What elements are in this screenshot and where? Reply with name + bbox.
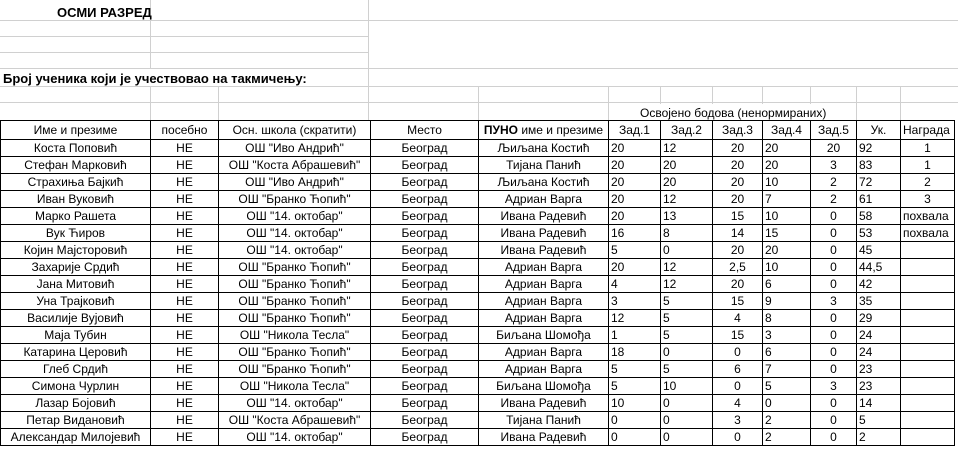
cell-task-4[interactable]: 2 <box>763 429 811 446</box>
cell-place[interactable]: Београд <box>371 157 479 174</box>
grade-title: ОСМИ РАЗРЕД <box>57 5 152 20</box>
cell-name[interactable]: Петар Видановић <box>1 412 151 429</box>
cell-teacher[interactable]: Тијана Панић <box>479 412 609 429</box>
cell-task-2[interactable]: 12 <box>661 191 713 208</box>
cell-task-1[interactable]: 10 <box>609 395 661 412</box>
cell-award[interactable] <box>901 361 955 378</box>
cell-place[interactable]: Београд <box>371 310 479 327</box>
cell-teacher[interactable]: Љиљана Костић <box>479 140 609 157</box>
cell-separate[interactable]: НЕ <box>151 242 219 259</box>
cell-school[interactable]: ОШ "Никола Тесла" <box>219 378 371 395</box>
cell-task-3[interactable]: 14 <box>713 225 763 242</box>
points-header: Освојено бодова (ненормираних) <box>640 106 827 120</box>
cell-task-2[interactable]: 0 <box>661 242 713 259</box>
cell-task-4[interactable]: 5 <box>763 378 811 395</box>
cell-name[interactable]: Иван Вуковић <box>1 191 151 208</box>
cell-place[interactable]: Београд <box>371 378 479 395</box>
cell-name[interactable]: Симона Чурлин <box>1 378 151 395</box>
cell-place[interactable]: Београд <box>371 395 479 412</box>
cell-separate[interactable]: НЕ <box>151 327 219 344</box>
cell-name[interactable]: Вук Ћиров <box>1 225 151 242</box>
cell-separate[interactable]: НЕ <box>151 361 219 378</box>
cell-school[interactable]: ОШ "14. октобар" <box>219 242 371 259</box>
cell-award[interactable] <box>901 378 955 395</box>
cell-total[interactable]: 24 <box>857 344 901 361</box>
cell-task-1[interactable]: 12 <box>609 310 661 327</box>
cell-task-1[interactable]: 0 <box>609 429 661 446</box>
cell-task-4[interactable]: 7 <box>763 361 811 378</box>
cell-name[interactable]: Јана Митовић <box>1 276 151 293</box>
cell-award[interactable] <box>901 310 955 327</box>
cell-place[interactable]: Београд <box>371 412 479 429</box>
cell-name[interactable]: Александар Милојевић <box>1 429 151 446</box>
cell-award[interactable]: 3 <box>901 191 955 208</box>
cell-separate[interactable]: НЕ <box>151 395 219 412</box>
cell-school[interactable]: ОШ "14. октобар" <box>219 225 371 242</box>
cell-separate[interactable]: НЕ <box>151 191 219 208</box>
cell-task-3[interactable]: 6 <box>713 361 763 378</box>
cell-teacher[interactable]: Адриан Варга <box>479 293 609 310</box>
cell-award[interactable] <box>901 395 955 412</box>
cell-name[interactable]: Глеб Срдић <box>1 361 151 378</box>
cell-task-3[interactable]: 4 <box>713 310 763 327</box>
cell-place[interactable]: Београд <box>371 429 479 446</box>
cell-name[interactable]: Којин Мајсторовић <box>1 242 151 259</box>
cell-separate[interactable]: НЕ <box>151 310 219 327</box>
cell-total[interactable]: 92 <box>857 140 901 157</box>
cell-task-4[interactable]: 15 <box>763 225 811 242</box>
cell-task-5[interactable]: 0 <box>811 344 857 361</box>
cell-task-5[interactable]: 3 <box>811 157 857 174</box>
cell-total[interactable]: 72 <box>857 174 901 191</box>
cell-teacher[interactable]: Биљана Шомођа <box>479 327 609 344</box>
cell-task-3[interactable]: 20 <box>713 174 763 191</box>
cell-place[interactable]: Београд <box>371 344 479 361</box>
col-school[interactable]: Осн. школа (скратити) <box>219 121 371 140</box>
cell-task-5[interactable]: 2 <box>811 174 857 191</box>
cell-task-4[interactable]: 0 <box>763 395 811 412</box>
cell-task-3[interactable]: 15 <box>713 293 763 310</box>
cell-separate[interactable]: НЕ <box>151 140 219 157</box>
cell-name[interactable]: Уна Трајковић <box>1 293 151 310</box>
cell-task-5[interactable]: 3 <box>811 378 857 395</box>
cell-teacher[interactable]: Адриан Варга <box>479 361 609 378</box>
cell-task-3[interactable]: 20 <box>713 276 763 293</box>
cell-task-1[interactable]: 20 <box>609 208 661 225</box>
cell-award[interactable] <box>901 259 955 276</box>
cell-school[interactable]: ОШ "Бранко Ћопић" <box>219 191 371 208</box>
cell-task-1[interactable]: 20 <box>609 259 661 276</box>
cell-name[interactable]: Коста Поповић <box>1 140 151 157</box>
cell-teacher[interactable]: Ивана Радевић <box>479 242 609 259</box>
cell-school[interactable]: ОШ "Бранко Ћопић" <box>219 276 371 293</box>
cell-task-2[interactable]: 0 <box>661 344 713 361</box>
cell-place[interactable]: Београд <box>371 225 479 242</box>
table-row <box>1 378 955 395</box>
cell-task-4[interactable]: 10 <box>763 208 811 225</box>
cell-teacher[interactable]: Ивана Радевић <box>479 225 609 242</box>
cell-task-2[interactable]: 5 <box>661 327 713 344</box>
cell-separate[interactable]: НЕ <box>151 208 219 225</box>
cell-separate[interactable]: НЕ <box>151 174 219 191</box>
cell-award[interactable] <box>901 276 955 293</box>
cell-separate[interactable]: НЕ <box>151 429 219 446</box>
cell-school[interactable]: ОШ "Бранко Ћопић" <box>219 259 371 276</box>
cell-school[interactable]: ОШ "14. октобар" <box>219 395 371 412</box>
cell-place[interactable]: Београд <box>371 327 479 344</box>
cell-total[interactable]: 42 <box>857 276 901 293</box>
cell-teacher[interactable]: Адриан Варга <box>479 191 609 208</box>
cell-task-1[interactable]: 5 <box>609 242 661 259</box>
cell-separate[interactable]: НЕ <box>151 259 219 276</box>
cell-total[interactable]: 44,5 <box>857 259 901 276</box>
cell-task-2[interactable]: 5 <box>661 310 713 327</box>
col-award[interactable]: Награда <box>901 121 955 140</box>
cell-name[interactable]: Марко Рашета <box>1 208 151 225</box>
col-teacher[interactable] <box>479 121 609 140</box>
cell-task-3[interactable]: 20 <box>713 140 763 157</box>
cell-total[interactable]: 24 <box>857 327 901 344</box>
cell-teacher[interactable]: Биљана Шомођа <box>479 378 609 395</box>
cell-name[interactable]: Маја Тубин <box>1 327 151 344</box>
cell-award[interactable]: 1 <box>901 157 955 174</box>
col-separate[interactable]: посебно <box>151 121 219 140</box>
col-task-3[interactable]: Зад.3 <box>713 121 763 140</box>
cell-task-3[interactable]: 15 <box>713 327 763 344</box>
cell-task-5[interactable]: 0 <box>811 412 857 429</box>
cell-task-4[interactable]: 20 <box>763 157 811 174</box>
cell-teacher[interactable]: Адриан Варга <box>479 310 609 327</box>
cell-separate[interactable]: НЕ <box>151 344 219 361</box>
cell-task-1[interactable]: 20 <box>609 191 661 208</box>
cell-place[interactable]: Београд <box>371 208 479 225</box>
cell-task-5[interactable]: 0 <box>811 242 857 259</box>
col-task-4[interactable]: Зад.4 <box>763 121 811 140</box>
cell-task-3[interactable]: 4 <box>713 395 763 412</box>
cell-place[interactable]: Београд <box>371 242 479 259</box>
results-body <box>1 140 955 446</box>
cell-task-2[interactable]: 13 <box>661 208 713 225</box>
cell-place[interactable]: Београд <box>371 259 479 276</box>
cell-task-1[interactable]: 20 <box>609 140 661 157</box>
cell-award[interactable] <box>901 293 955 310</box>
cell-total[interactable]: 53 <box>857 225 901 242</box>
cell-task-3[interactable]: 0 <box>713 429 763 446</box>
cell-task-1[interactable]: 4 <box>609 276 661 293</box>
cell-task-4[interactable]: 6 <box>763 344 811 361</box>
cell-teacher[interactable]: Адриан Варга <box>479 276 609 293</box>
cell-task-1[interactable]: 20 <box>609 157 661 174</box>
cell-task-3[interactable]: 15 <box>713 208 763 225</box>
cell-teacher[interactable]: Ивана Радевић <box>479 208 609 225</box>
cell-total[interactable]: 23 <box>857 378 901 395</box>
table-row <box>1 327 955 344</box>
cell-name[interactable]: Лазар Бојовић <box>1 395 151 412</box>
cell-task-5[interactable]: 0 <box>811 395 857 412</box>
table-row <box>1 225 955 242</box>
cell-separate[interactable]: НЕ <box>151 157 219 174</box>
col-place[interactable]: Место <box>371 121 479 140</box>
cell-task-1[interactable]: 5 <box>609 361 661 378</box>
cell-task-1[interactable]: 0 <box>609 412 661 429</box>
cell-task-1[interactable]: 16 <box>609 225 661 242</box>
cell-task-2[interactable]: 5 <box>661 293 713 310</box>
cell-separate[interactable]: НЕ <box>151 378 219 395</box>
cell-task-3[interactable]: 0 <box>713 378 763 395</box>
table-row <box>1 412 955 429</box>
table-row <box>1 259 955 276</box>
cell-place[interactable]: Београд <box>371 174 479 191</box>
cell-task-2[interactable]: 12 <box>661 276 713 293</box>
cell-task-1[interactable]: 20 <box>609 174 661 191</box>
cell-task-1[interactable]: 18 <box>609 344 661 361</box>
cell-task-3[interactable]: 2,5 <box>713 259 763 276</box>
cell-task-4[interactable]: 10 <box>763 174 811 191</box>
cell-task-5[interactable]: 0 <box>811 225 857 242</box>
cell-task-4[interactable]: 6 <box>763 276 811 293</box>
table-row <box>1 293 955 310</box>
cell-task-2[interactable]: 10 <box>661 378 713 395</box>
col-teacher-bold: ПУНО <box>483 123 519 137</box>
cell-total[interactable]: 14 <box>857 395 901 412</box>
table-row <box>1 310 955 327</box>
cell-total[interactable]: 83 <box>857 157 901 174</box>
cell-name[interactable]: Катарина Церовић <box>1 344 151 361</box>
cell-separate[interactable]: НЕ <box>151 293 219 310</box>
cell-place[interactable]: Београд <box>371 293 479 310</box>
cell-school[interactable]: ОШ "Иво Андрић" <box>219 140 371 157</box>
cell-school[interactable]: ОШ "Бранко Ћопић" <box>219 310 371 327</box>
cell-teacher[interactable]: Адриан Варга <box>479 259 609 276</box>
cell-teacher[interactable]: Ивана Радевић <box>479 429 609 446</box>
cell-total[interactable]: 45 <box>857 242 901 259</box>
cell-task-2[interactable]: 8 <box>661 225 713 242</box>
cell-name[interactable]: Захарије Срдић <box>1 259 151 276</box>
cell-task-5[interactable]: 0 <box>811 276 857 293</box>
cell-task-3[interactable]: 3 <box>713 412 763 429</box>
cell-task-5[interactable]: 0 <box>811 429 857 446</box>
cell-separate[interactable]: НЕ <box>151 412 219 429</box>
cell-place[interactable]: Београд <box>371 361 479 378</box>
cell-task-3[interactable]: 20 <box>713 191 763 208</box>
col-teacher-rest: име и презиме <box>518 123 604 137</box>
cell-task-4[interactable]: 9 <box>763 293 811 310</box>
cell-school[interactable]: ОШ "14. октобар" <box>219 429 371 446</box>
participants-label: Број ученика који је учествовао на такмичењу: <box>3 71 307 86</box>
cell-teacher[interactable]: Ивана Радевић <box>479 395 609 412</box>
table-row <box>1 395 955 412</box>
table-row <box>1 276 955 293</box>
cell-total[interactable]: 2 <box>857 429 901 446</box>
cell-award[interactable]: 1 <box>901 140 955 157</box>
cell-task-4[interactable]: 8 <box>763 310 811 327</box>
cell-total[interactable]: 5 <box>857 412 901 429</box>
cell-school[interactable]: ОШ "Бранко Ћопић" <box>219 293 371 310</box>
table-row <box>1 191 955 208</box>
cell-task-4[interactable]: 3 <box>763 327 811 344</box>
cell-task-5[interactable]: 0 <box>811 327 857 344</box>
col-task-1[interactable]: Зад.1 <box>609 121 661 140</box>
header-row <box>1 121 955 140</box>
cell-task-3[interactable]: 20 <box>713 242 763 259</box>
cell-teacher[interactable]: Адриан Варга <box>479 344 609 361</box>
cell-task-5[interactable]: 20 <box>811 140 857 157</box>
cell-name[interactable]: Василије Вујовић <box>1 310 151 327</box>
cell-award[interactable]: похвала <box>901 208 955 225</box>
cell-school[interactable]: ОШ "Бранко Ћопић" <box>219 361 371 378</box>
col-task-5[interactable]: Зад.5 <box>811 121 857 140</box>
cell-task-4[interactable]: 20 <box>763 140 811 157</box>
table-row <box>1 140 955 157</box>
cell-task-2[interactable]: 5 <box>661 361 713 378</box>
cell-task-5[interactable]: 3 <box>811 293 857 310</box>
cell-task-2[interactable]: 20 <box>661 157 713 174</box>
cell-name[interactable]: Стефан Марковић <box>1 157 151 174</box>
cell-task-2[interactable]: 0 <box>661 429 713 446</box>
cell-school[interactable]: ОШ "Коста Абрашевић" <box>219 157 371 174</box>
table-row <box>1 208 955 225</box>
table-row <box>1 157 955 174</box>
cell-task-2[interactable]: 12 <box>661 140 713 157</box>
cell-task-1[interactable]: 5 <box>609 378 661 395</box>
cell-task-2[interactable]: 0 <box>661 412 713 429</box>
cell-task-4[interactable]: 10 <box>763 259 811 276</box>
cell-school[interactable]: ОШ "Никола Тесла" <box>219 327 371 344</box>
cell-task-2[interactable]: 0 <box>661 395 713 412</box>
cell-task-4[interactable]: 20 <box>763 242 811 259</box>
cell-school[interactable]: ОШ "Иво Андрић" <box>219 174 371 191</box>
cell-task-4[interactable]: 2 <box>763 412 811 429</box>
col-name[interactable]: Име и презиме <box>1 121 151 140</box>
cell-total[interactable]: 61 <box>857 191 901 208</box>
cell-school[interactable]: ОШ "Коста Абрашевић" <box>219 412 371 429</box>
cell-teacher[interactable]: Љиљана Костић <box>479 174 609 191</box>
cell-place[interactable]: Београд <box>371 276 479 293</box>
cell-award[interactable] <box>901 344 955 361</box>
cell-award[interactable] <box>901 412 955 429</box>
table-row <box>1 344 955 361</box>
cell-task-1[interactable]: 3 <box>609 293 661 310</box>
cell-task-1[interactable]: 1 <box>609 327 661 344</box>
cell-task-3[interactable]: 20 <box>713 157 763 174</box>
table-row <box>1 429 955 446</box>
cell-place[interactable]: Београд <box>371 191 479 208</box>
cell-total[interactable]: 23 <box>857 361 901 378</box>
col-total[interactable]: Ук. <box>857 121 901 140</box>
cell-task-3[interactable]: 0 <box>713 344 763 361</box>
cell-total[interactable]: 35 <box>857 293 901 310</box>
results-table <box>0 120 955 446</box>
cell-task-5[interactable]: 0 <box>811 259 857 276</box>
cell-award[interactable] <box>901 429 955 446</box>
cell-task-5[interactable]: 0 <box>811 361 857 378</box>
cell-task-5[interactable]: 2 <box>811 191 857 208</box>
cell-separate[interactable]: НЕ <box>151 276 219 293</box>
col-task-2[interactable]: Зад.2 <box>661 121 713 140</box>
cell-teacher[interactable]: Тијана Панић <box>479 157 609 174</box>
cell-school[interactable]: ОШ "Бранко Ћопић" <box>219 344 371 361</box>
cell-name[interactable]: Страхиња Бајкић <box>1 174 151 191</box>
cell-task-2[interactable]: 20 <box>661 174 713 191</box>
cell-separate[interactable]: НЕ <box>151 225 219 242</box>
cell-award[interactable] <box>901 242 955 259</box>
cell-total[interactable]: 29 <box>857 310 901 327</box>
cell-total[interactable]: 58 <box>857 208 901 225</box>
cell-award[interactable] <box>901 327 955 344</box>
cell-place[interactable]: Београд <box>371 140 479 157</box>
table-row <box>1 361 955 378</box>
table-row <box>1 242 955 259</box>
cell-task-5[interactable]: 0 <box>811 208 857 225</box>
cell-award[interactable]: 2 <box>901 174 955 191</box>
cell-task-5[interactable]: 0 <box>811 310 857 327</box>
cell-school[interactable]: ОШ "14. октобар" <box>219 208 371 225</box>
cell-award[interactable]: похвала <box>901 225 955 242</box>
table-row <box>1 174 955 191</box>
cell-task-2[interactable]: 12 <box>661 259 713 276</box>
cell-task-4[interactable]: 7 <box>763 191 811 208</box>
